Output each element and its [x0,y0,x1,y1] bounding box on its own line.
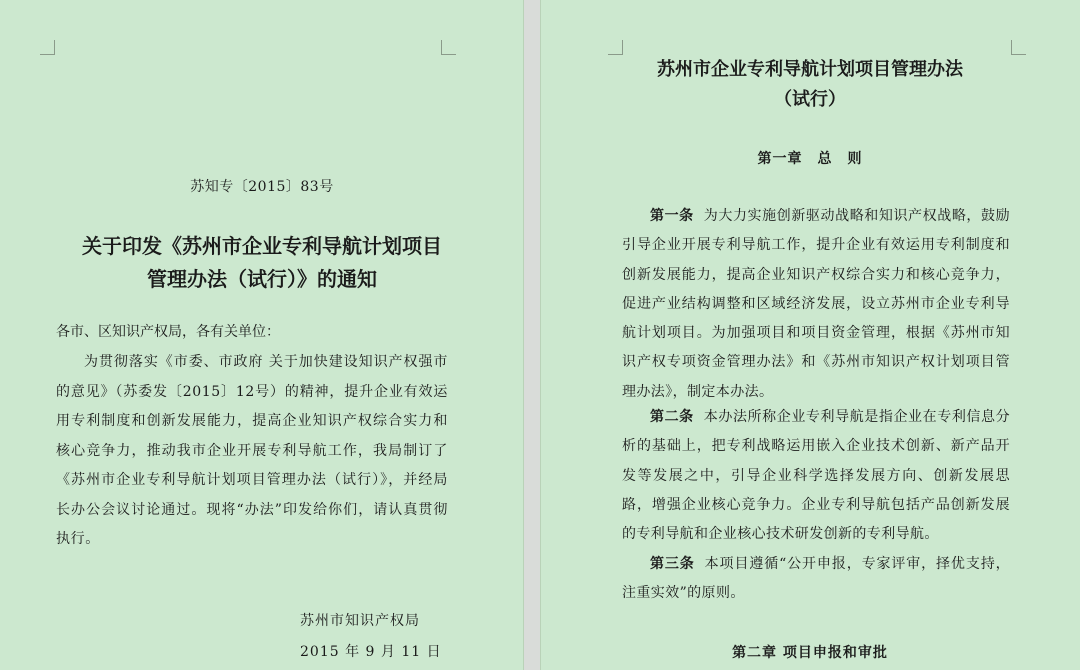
left-document-page [0,0,524,670]
article-text: 本项目遵循“公开申报，专家评审，择优支持，注重实效”的原则。 [622,556,1010,602]
chapter-heading: 第二章 项目申报和审批 [732,645,888,661]
article-label: 第二条 [650,409,694,425]
article-1 [622,202,1010,407]
article-label: 第三条 [650,556,695,572]
chapter-heading: 第一章 总 则 [757,151,863,167]
addressee: 各市、区知识产权局，各有关单位： [56,324,280,340]
regulation-title [540,55,1080,115]
signature-date: 2015 年 9 月 11 日 [300,644,442,660]
notice-title [40,230,484,296]
article-2 [622,403,1010,549]
notice-paragraph: 为贯彻落实《市委、市政府 关于加快建设知识产权强市的意见》（苏委发〔2015〕12号）的精神，提升企业有效运用专利制度和创新发展能力，提高企业知识产权综合实力和核心竞争力，推动我市企业开展专利导航工作，我局制订了《苏州市企业专利导航计划项目管理办法（试行）》，并经局长办公会议讨论通过。现将“办法”印发给你们，请认真贯彻执行。 [56,354,448,547]
page-gutter [524,0,540,670]
article-text: 本办法所称企业专利导航是指企业在专利信息分析的基础上，把专利战略运用嵌入企业技术创新、新产品开发等发展之中，引导企业科学选择发展方向、创新发展思路，增强企业核心竞争力。企业专利导航包括产品创新发展的专利导航和企业核心技术研发创新的专利导航。 [622,409,1010,543]
article-text: 为大力实施创新驱动战略和知识产权战略，鼓励引导企业开展专利导航工作，提升企业有效运用专利制度和创新发展能力，提高企业知识产权综合实力和核心竞争力，促进产业结构调整和区域经济发展，设立苏州市企业专利导航计划项目。为加强项目和项目资金管理，根据《苏州市知识产权专项资金管理办法》和《苏州市知识产权计划项目管理办法》，制定本办法。 [622,208,1010,400]
margin-corner-mark [40,40,55,55]
document-number: 苏知专〔2015〕83号 [190,179,334,195]
margin-corner-mark [441,40,456,55]
margin-corner-mark [608,40,623,55]
regulation-title-line1: 苏州市企业专利导航计划项目管理办法 [657,59,963,80]
article-label: 第一条 [650,208,694,224]
notice-title-line1: 关于印发《苏州市企业专利导航计划项目 [82,234,442,258]
margin-corner-mark [1011,40,1026,55]
signature-organization: 苏州市知识产权局 [300,613,420,629]
article-3 [622,550,1010,609]
regulation-title-line2: （试行） [774,89,846,110]
notice-title-line2: 管理办法（试行）》的通知 [147,267,377,291]
